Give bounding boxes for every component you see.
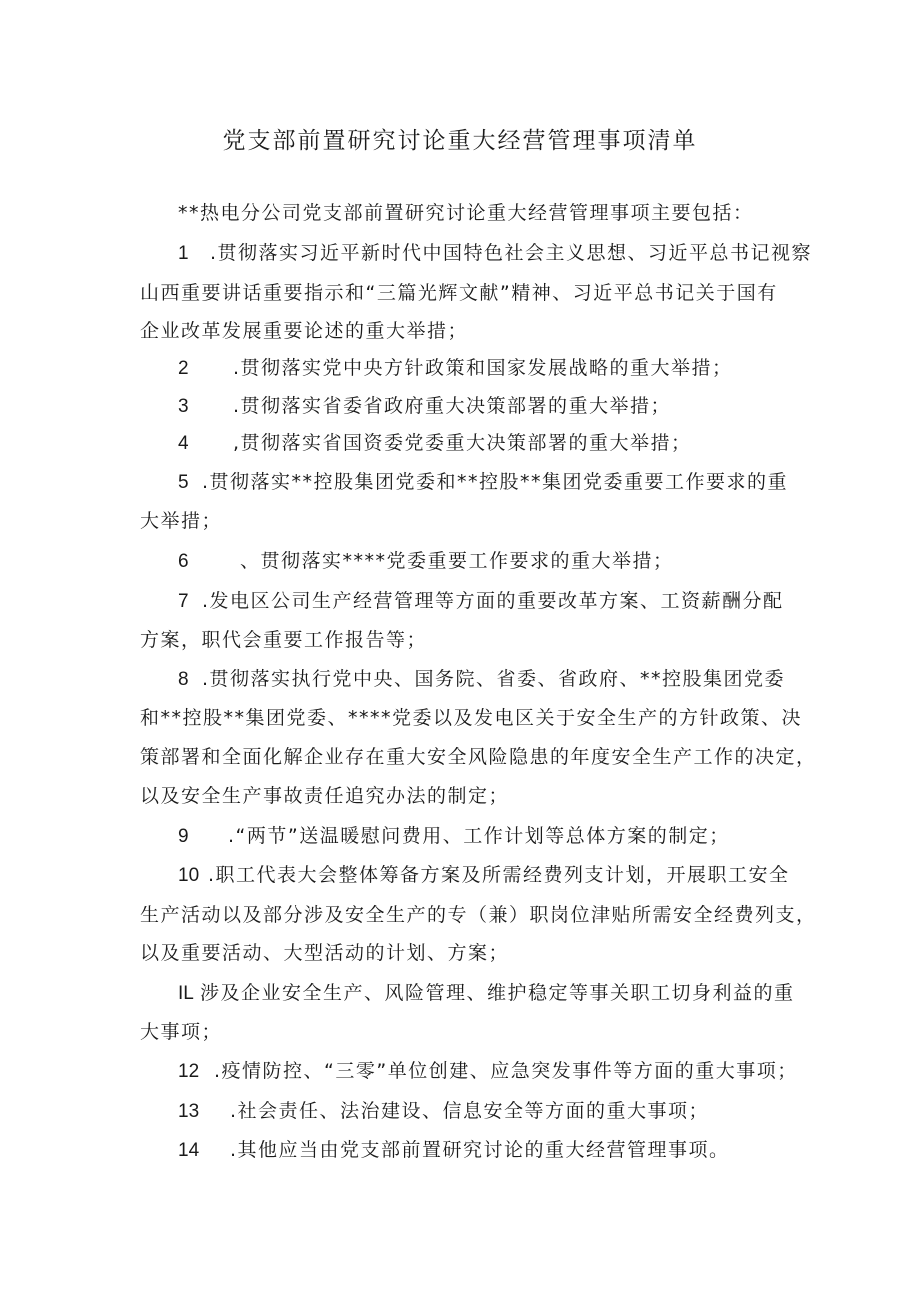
item-number: 7 — [178, 591, 189, 612]
list-item-8-line-4: 以及安全生产事故责任追究办法的制定； — [140, 785, 510, 807]
list-item-8-line-3: 策部署和全面化解企业存在重大安全风险隐患的年度安全生产工作的决定， — [140, 746, 817, 768]
list-item-5-first-line: 5 .贯彻落实**控股集团党委和**控股**集团党委重要工作要求的重 — [178, 469, 833, 496]
list-item-8-line-2: 和**控股**集团党委、****党委以及发电区关于安全生产的方针政策、决 — [140, 707, 803, 729]
list-item-10-line-3: 以及重要活动、大型活动的计划、方案； — [140, 942, 510, 964]
list-item-4: 4 ,贯彻落实省国资委党委重大决策部署的重大举措； — [178, 430, 833, 457]
list-item-14: 14 .其他应当由党支部前置研究讨论的重大经营管理事项。 — [178, 1137, 833, 1164]
list-item-1-first-line: 1 .贯彻落实习近平新时代中国特色社会主义思想、习近平总书记视察 — [178, 240, 833, 267]
list-item-5-line-2: 大举措； — [140, 510, 223, 532]
list-item-2: 2 .贯彻落实党中央方针政策和国家发展战略的重大举措； — [178, 355, 833, 382]
list-item-7-line-2: 方案，职代会重要工作报告等； — [140, 629, 428, 651]
list-item-7-first-line: 7 .发电区公司生产经营管理等方面的重要改革方案、工资薪酬分配 — [178, 588, 833, 615]
item-number: 1 — [178, 243, 189, 264]
list-item-10-first-line: 10 .职工代表大会整体筹备方案及所需经费列支计划，开展职工安全 — [178, 862, 833, 889]
item-number: 10 — [178, 865, 200, 886]
item-number: 13 — [178, 1101, 200, 1122]
item-number: 9 — [178, 826, 189, 847]
list-item-12: 12 .疫情防控、“三零”单位创建、应急突发事件等方面的重大事项； — [178, 1058, 833, 1085]
item-number: 6 — [178, 551, 189, 572]
item-number: 4 — [178, 433, 189, 454]
list-item-1-line-3: 企业改革发展重要论述的重大举措； — [140, 320, 469, 342]
list-item-13: 13 .社会责任、法治建设、信息安全等方面的重大事项； — [178, 1098, 833, 1125]
item-number: 3 — [178, 396, 189, 417]
item-number: 2 — [178, 358, 189, 379]
list-item-9: 9 .“两节”送温暖慰问费用、工作计划等总体方案的制定； — [178, 823, 833, 850]
item-number: IL — [178, 983, 194, 1004]
item-number: 14 — [178, 1140, 200, 1161]
list-item-8-first-line: 8 .贯彻落实执行党中央、国务院、省委、省政府、**控股集团党委 — [178, 666, 833, 693]
document-title: 党支部前置研究讨论重大经营管理事项清单 — [222, 128, 698, 154]
item-number: 12 — [178, 1061, 200, 1082]
intro-paragraph: **热电分公司党支部前置研究讨论重大经营管理事项主要包括： — [178, 202, 754, 224]
list-item-11-first-line: IL 涉及企业安全生产、风险管理、维护稳定等事关职工切身利益的重 — [178, 980, 833, 1007]
item-number: 8 — [178, 669, 189, 690]
list-item-1-line-2: 山西重要讲话重要指示和“三篇光辉文献”精神、习近平总书记关于国有 — [140, 282, 778, 304]
list-item-10-line-2: 生产活动以及部分涉及安全生产的专（兼）职岗位津贴所需安全经费列支， — [140, 904, 817, 926]
item-number: 5 — [178, 472, 189, 493]
list-item-11-line-2: 大事项； — [140, 1021, 223, 1043]
list-item-3: 3 .贯彻落实省委省政府重大决策部署的重大举措； — [178, 393, 833, 420]
list-item-6: 6 、贯彻落实****党委重要工作要求的重大举措； — [178, 548, 833, 575]
